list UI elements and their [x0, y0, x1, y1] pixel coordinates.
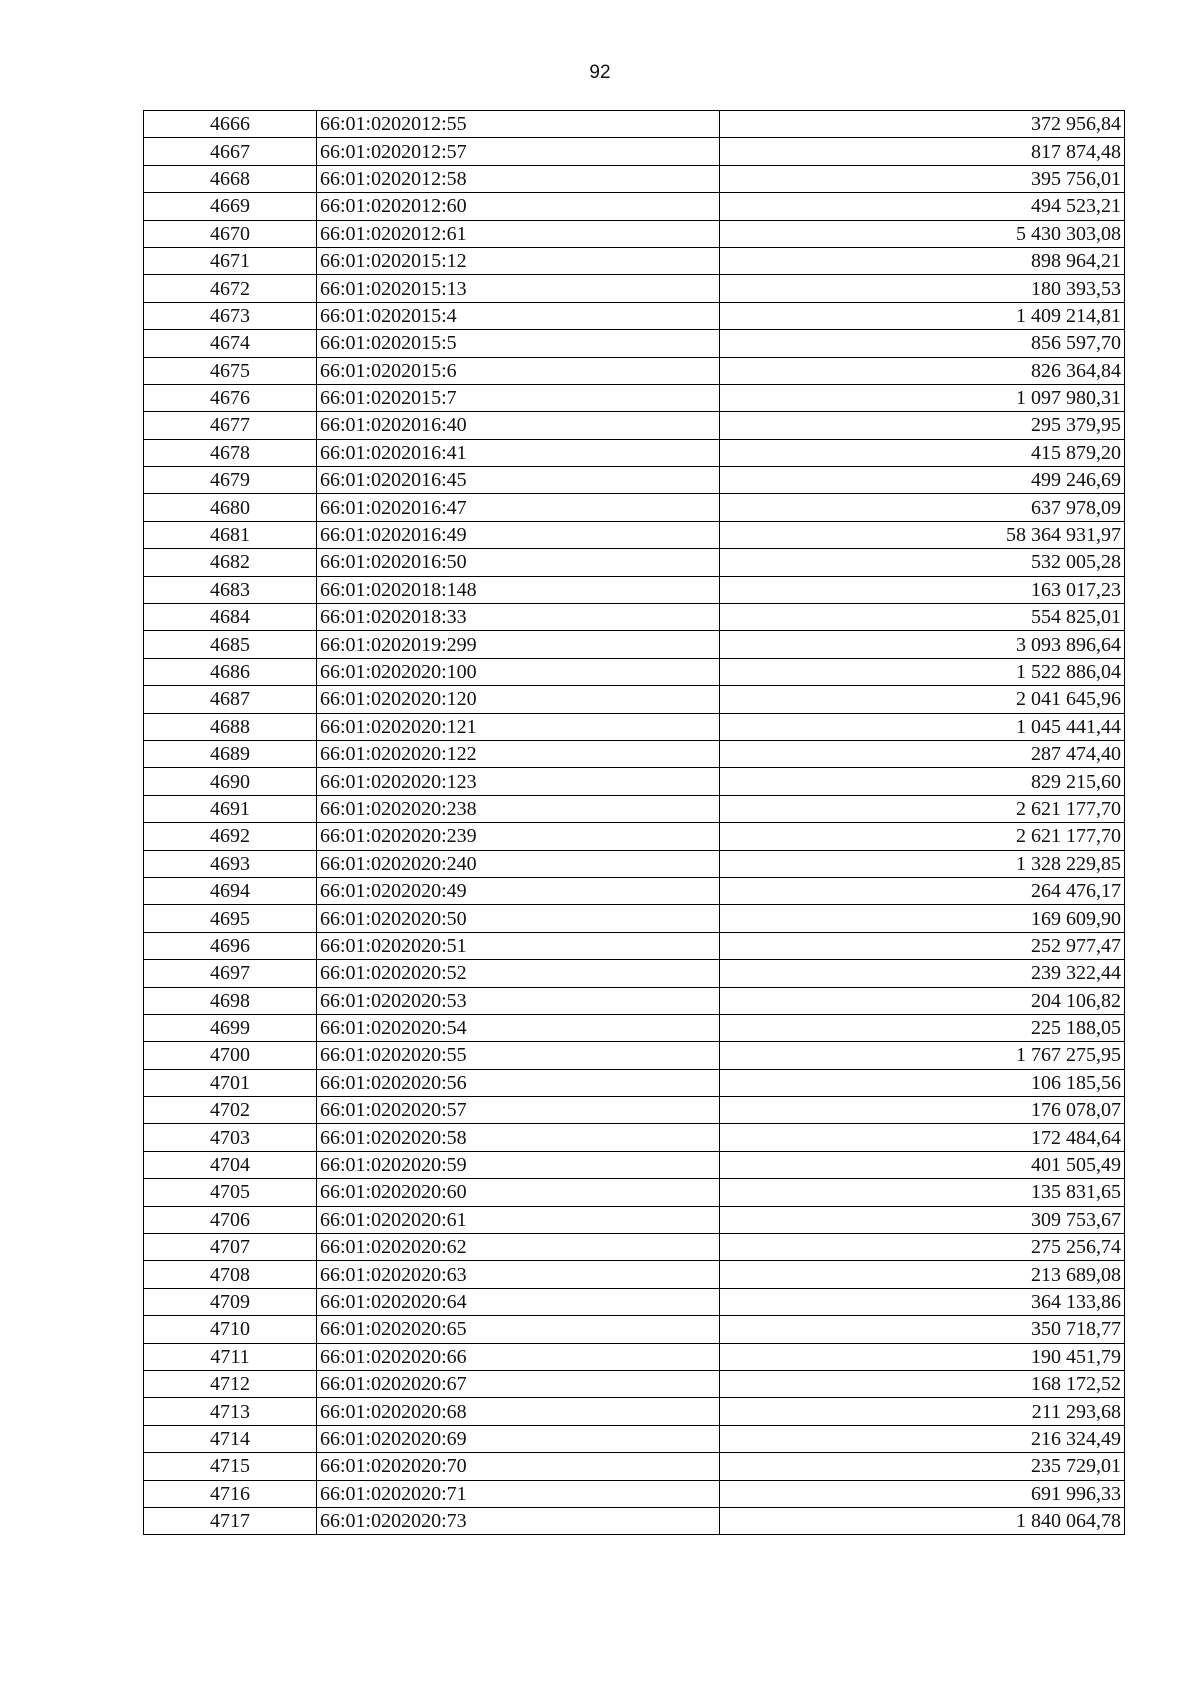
table-row	[144, 1480, 1125, 1507]
cadastral-number-cell: 66:01:0202020:52	[317, 960, 720, 987]
cadastral-number-cell: 66:01:0202020:56	[317, 1069, 720, 1096]
table-row	[144, 576, 1125, 603]
row-number-cell: 4668	[144, 165, 317, 192]
cadastral-value-cell: 106 185,56	[720, 1069, 1125, 1096]
cadastral-value-table	[143, 110, 1125, 1535]
cadastral-number-cell: 66:01:0202020:70	[317, 1453, 720, 1480]
cadastral-value-cell: 826 364,84	[720, 357, 1125, 384]
cadastral-number-cell: 66:01:0202012:57	[317, 138, 720, 165]
row-number-cell: 4696	[144, 932, 317, 959]
cadastral-number-cell: 66:01:0202012:55	[317, 111, 720, 138]
row-number-cell: 4672	[144, 275, 317, 302]
cadastral-value-cell: 295 379,95	[720, 412, 1125, 439]
cadastral-number-cell: 66:01:0202020:120	[317, 686, 720, 713]
cadastral-number-cell: 66:01:0202020:68	[317, 1398, 720, 1425]
cadastral-number-cell: 66:01:0202016:40	[317, 412, 720, 439]
table-row	[144, 439, 1125, 466]
table-row	[144, 275, 1125, 302]
cadastral-value-cell: 415 879,20	[720, 439, 1125, 466]
row-number-cell: 4689	[144, 740, 317, 767]
row-number-cell: 4674	[144, 330, 317, 357]
row-number-cell: 4701	[144, 1069, 317, 1096]
cadastral-value-cell: 1 097 980,31	[720, 384, 1125, 411]
cadastral-number-cell: 66:01:0202020:123	[317, 768, 720, 795]
cadastral-number-cell: 66:01:0202020:55	[317, 1042, 720, 1069]
row-number-cell: 4680	[144, 494, 317, 521]
cadastral-value-cell: 1 045 441,44	[720, 713, 1125, 740]
row-number-cell: 4683	[144, 576, 317, 603]
cadastral-value-cell: 532 005,28	[720, 549, 1125, 576]
table-row	[144, 932, 1125, 959]
cadastral-value-cell: 401 505,49	[720, 1151, 1125, 1178]
row-number-cell: 4669	[144, 193, 317, 220]
cadastral-number-cell: 66:01:0202020:57	[317, 1097, 720, 1124]
row-number-cell: 4677	[144, 412, 317, 439]
row-number-cell: 4676	[144, 384, 317, 411]
table-row	[144, 193, 1125, 220]
table-row	[144, 138, 1125, 165]
table-row	[144, 713, 1125, 740]
row-number-cell: 4670	[144, 220, 317, 247]
row-number-cell: 4699	[144, 1014, 317, 1041]
table-row	[144, 1124, 1125, 1151]
table-row	[144, 823, 1125, 850]
table-row	[144, 412, 1125, 439]
cadastral-number-cell: 66:01:0202016:41	[317, 439, 720, 466]
row-number-cell: 4673	[144, 302, 317, 329]
cadastral-value-cell: 1 409 214,81	[720, 302, 1125, 329]
table-row	[144, 905, 1125, 932]
cadastral-number-cell: 66:01:0202020:51	[317, 932, 720, 959]
cadastral-number-cell: 66:01:0202020:62	[317, 1234, 720, 1261]
row-number-cell: 4694	[144, 877, 317, 904]
row-number-cell: 4702	[144, 1097, 317, 1124]
cadastral-number-cell: 66:01:0202020:100	[317, 658, 720, 685]
row-number-cell: 4681	[144, 521, 317, 548]
cadastral-value-cell: 180 393,53	[720, 275, 1125, 302]
cadastral-value-cell: 287 474,40	[720, 740, 1125, 767]
cadastral-number-cell: 66:01:0202020:239	[317, 823, 720, 850]
cadastral-value-cell: 1 767 275,95	[720, 1042, 1125, 1069]
table-row	[144, 1316, 1125, 1343]
row-number-cell: 4707	[144, 1234, 317, 1261]
table-row	[144, 1069, 1125, 1096]
row-number-cell: 4706	[144, 1206, 317, 1233]
table-row	[144, 768, 1125, 795]
cadastral-value-cell: 275 256,74	[720, 1234, 1125, 1261]
row-number-cell: 4715	[144, 1453, 317, 1480]
row-number-cell: 4687	[144, 686, 317, 713]
table-row	[144, 1234, 1125, 1261]
cadastral-value-cell: 372 956,84	[720, 111, 1125, 138]
row-number-cell: 4695	[144, 905, 317, 932]
cadastral-value-cell: 176 078,07	[720, 1097, 1125, 1124]
cadastral-number-cell: 66:01:0202016:50	[317, 549, 720, 576]
cadastral-value-cell: 252 977,47	[720, 932, 1125, 959]
row-number-cell: 4675	[144, 357, 317, 384]
table-row	[144, 1042, 1125, 1069]
cadastral-value-cell: 169 609,90	[720, 905, 1125, 932]
table-row	[144, 987, 1125, 1014]
table-row	[144, 1206, 1125, 1233]
cadastral-value-cell: 2 621 177,70	[720, 823, 1125, 850]
row-number-cell: 4714	[144, 1425, 317, 1452]
cadastral-value-cell: 216 324,49	[720, 1425, 1125, 1452]
cadastral-number-cell: 66:01:0202015:6	[317, 357, 720, 384]
table-row	[144, 384, 1125, 411]
row-number-cell: 4679	[144, 467, 317, 494]
cadastral-number-cell: 66:01:0202020:53	[317, 987, 720, 1014]
cadastral-number-cell: 66:01:0202016:47	[317, 494, 720, 521]
row-number-cell: 4667	[144, 138, 317, 165]
cadastral-value-cell: 163 017,23	[720, 576, 1125, 603]
cadastral-number-cell: 66:01:0202020:64	[317, 1288, 720, 1315]
cadastral-value-cell: 2 041 645,96	[720, 686, 1125, 713]
table-row	[144, 795, 1125, 822]
row-number-cell: 4666	[144, 111, 317, 138]
cadastral-value-cell: 58 364 931,97	[720, 521, 1125, 548]
row-number-cell: 4690	[144, 768, 317, 795]
cadastral-number-cell: 66:01:0202020:65	[317, 1316, 720, 1343]
table-row	[144, 1453, 1125, 1480]
cadastral-number-cell: 66:01:0202020:59	[317, 1151, 720, 1178]
table-row	[144, 302, 1125, 329]
table-row	[144, 1261, 1125, 1288]
cadastral-number-cell: 66:01:0202018:148	[317, 576, 720, 603]
cadastral-number-cell: 66:01:0202020:63	[317, 1261, 720, 1288]
table-row	[144, 850, 1125, 877]
row-number-cell: 4700	[144, 1042, 317, 1069]
cadastral-number-cell: 66:01:0202015:4	[317, 302, 720, 329]
row-number-cell: 4682	[144, 549, 317, 576]
table-row	[144, 1151, 1125, 1178]
cadastral-number-cell: 66:01:0202016:49	[317, 521, 720, 548]
cadastral-value-cell: 172 484,64	[720, 1124, 1125, 1151]
cadastral-number-cell: 66:01:0202015:12	[317, 247, 720, 274]
row-number-cell: 4691	[144, 795, 317, 822]
cadastral-number-cell: 66:01:0202020:50	[317, 905, 720, 932]
cadastral-value-cell: 691 996,33	[720, 1480, 1125, 1507]
row-number-cell: 4688	[144, 713, 317, 740]
table-row	[144, 521, 1125, 548]
cadastral-value-cell: 2 621 177,70	[720, 795, 1125, 822]
table-row	[144, 740, 1125, 767]
row-number-cell: 4713	[144, 1398, 317, 1425]
cadastral-number-cell: 66:01:0202020:60	[317, 1179, 720, 1206]
row-number-cell: 4686	[144, 658, 317, 685]
cadastral-value-cell: 364 133,86	[720, 1288, 1125, 1315]
table-row	[144, 549, 1125, 576]
table-body	[144, 111, 1125, 1535]
cadastral-number-cell: 66:01:0202015:13	[317, 275, 720, 302]
row-number-cell: 4716	[144, 1480, 317, 1507]
cadastral-number-cell: 66:01:0202020:71	[317, 1480, 720, 1507]
cadastral-number-cell: 66:01:0202020:66	[317, 1343, 720, 1370]
cadastral-number-cell: 66:01:0202020:238	[317, 795, 720, 822]
table-row	[144, 1288, 1125, 1315]
cadastral-number-cell: 66:01:0202020:121	[317, 713, 720, 740]
table-row	[144, 877, 1125, 904]
row-number-cell: 4708	[144, 1261, 317, 1288]
cadastral-value-cell: 1 522 886,04	[720, 658, 1125, 685]
cadastral-number-cell: 66:01:0202015:5	[317, 330, 720, 357]
table-row	[144, 960, 1125, 987]
cadastral-value-cell: 817 874,48	[720, 138, 1125, 165]
row-number-cell: 4692	[144, 823, 317, 850]
cadastral-number-cell: 66:01:0202018:33	[317, 604, 720, 631]
table-row	[144, 1343, 1125, 1370]
table-row	[144, 330, 1125, 357]
row-number-cell: 4717	[144, 1507, 317, 1534]
cadastral-value-cell: 829 215,60	[720, 768, 1125, 795]
cadastral-value-cell: 190 451,79	[720, 1343, 1125, 1370]
row-number-cell: 4710	[144, 1316, 317, 1343]
table-row	[144, 111, 1125, 138]
row-number-cell: 4693	[144, 850, 317, 877]
cadastral-value-cell: 309 753,67	[720, 1206, 1125, 1233]
cadastral-value-cell: 239 322,44	[720, 960, 1125, 987]
cadastral-number-cell: 66:01:0202020:58	[317, 1124, 720, 1151]
row-number-cell: 4709	[144, 1288, 317, 1315]
table-row	[144, 165, 1125, 192]
row-number-cell: 4685	[144, 631, 317, 658]
cadastral-number-cell: 66:01:0202020:73	[317, 1507, 720, 1534]
cadastral-value-cell: 235 729,01	[720, 1453, 1125, 1480]
cadastral-number-cell: 66:01:0202016:45	[317, 467, 720, 494]
table-row	[144, 494, 1125, 521]
cadastral-number-cell: 66:01:0202015:7	[317, 384, 720, 411]
cadastral-value-cell: 499 246,69	[720, 467, 1125, 494]
table-row	[144, 1398, 1125, 1425]
table-row	[144, 1370, 1125, 1397]
row-number-cell: 4711	[144, 1343, 317, 1370]
cadastral-value-cell: 211 293,68	[720, 1398, 1125, 1425]
row-number-cell: 4712	[144, 1370, 317, 1397]
table-row	[144, 1097, 1125, 1124]
cadastral-number-cell: 66:01:0202020:122	[317, 740, 720, 767]
cadastral-number-cell: 66:01:0202020:69	[317, 1425, 720, 1452]
table-row	[144, 220, 1125, 247]
table-row	[144, 247, 1125, 274]
cadastral-value-cell: 225 188,05	[720, 1014, 1125, 1041]
row-number-cell: 4703	[144, 1124, 317, 1151]
table-row	[144, 467, 1125, 494]
cadastral-number-cell: 66:01:0202020:61	[317, 1206, 720, 1233]
row-number-cell: 4671	[144, 247, 317, 274]
cadastral-value-cell: 168 172,52	[720, 1370, 1125, 1397]
cadastral-value-cell: 3 093 896,64	[720, 631, 1125, 658]
cadastral-value-cell: 204 106,82	[720, 987, 1125, 1014]
row-number-cell: 4684	[144, 604, 317, 631]
cadastral-value-cell: 5 430 303,08	[720, 220, 1125, 247]
row-number-cell: 4698	[144, 987, 317, 1014]
cadastral-number-cell: 66:01:0202019:299	[317, 631, 720, 658]
cadastral-number-cell: 66:01:0202012:61	[317, 220, 720, 247]
table-row	[144, 631, 1125, 658]
table-row	[144, 1014, 1125, 1041]
page-number: 92	[589, 62, 611, 83]
cadastral-number-cell: 66:01:0202020:49	[317, 877, 720, 904]
cadastral-value-cell: 1 840 064,78	[720, 1507, 1125, 1534]
row-number-cell: 4704	[144, 1151, 317, 1178]
cadastral-value-cell: 856 597,70	[720, 330, 1125, 357]
cadastral-value-cell: 213 689,08	[720, 1261, 1125, 1288]
cadastral-value-cell: 554 825,01	[720, 604, 1125, 631]
table-row	[144, 604, 1125, 631]
cadastral-number-cell: 66:01:0202020:54	[317, 1014, 720, 1041]
cadastral-number-cell: 66:01:0202020:67	[317, 1370, 720, 1397]
table-row	[144, 1425, 1125, 1452]
table-row	[144, 1507, 1125, 1534]
cadastral-value-cell: 264 476,17	[720, 877, 1125, 904]
cadastral-value-cell: 494 523,21	[720, 193, 1125, 220]
cadastral-value-cell: 395 756,01	[720, 165, 1125, 192]
cadastral-value-cell: 1 328 229,85	[720, 850, 1125, 877]
table-row	[144, 1179, 1125, 1206]
table-row	[144, 686, 1125, 713]
cadastral-number-cell: 66:01:0202012:58	[317, 165, 720, 192]
cadastral-value-cell: 898 964,21	[720, 247, 1125, 274]
cadastral-value-cell: 637 978,09	[720, 494, 1125, 521]
row-number-cell: 4678	[144, 439, 317, 466]
cadastral-number-cell: 66:01:0202020:240	[317, 850, 720, 877]
cadastral-value-cell: 135 831,65	[720, 1179, 1125, 1206]
table-row	[144, 658, 1125, 685]
row-number-cell: 4705	[144, 1179, 317, 1206]
table-row	[144, 357, 1125, 384]
row-number-cell: 4697	[144, 960, 317, 987]
cadastral-value-cell: 350 718,77	[720, 1316, 1125, 1343]
cadastral-number-cell: 66:01:0202012:60	[317, 193, 720, 220]
